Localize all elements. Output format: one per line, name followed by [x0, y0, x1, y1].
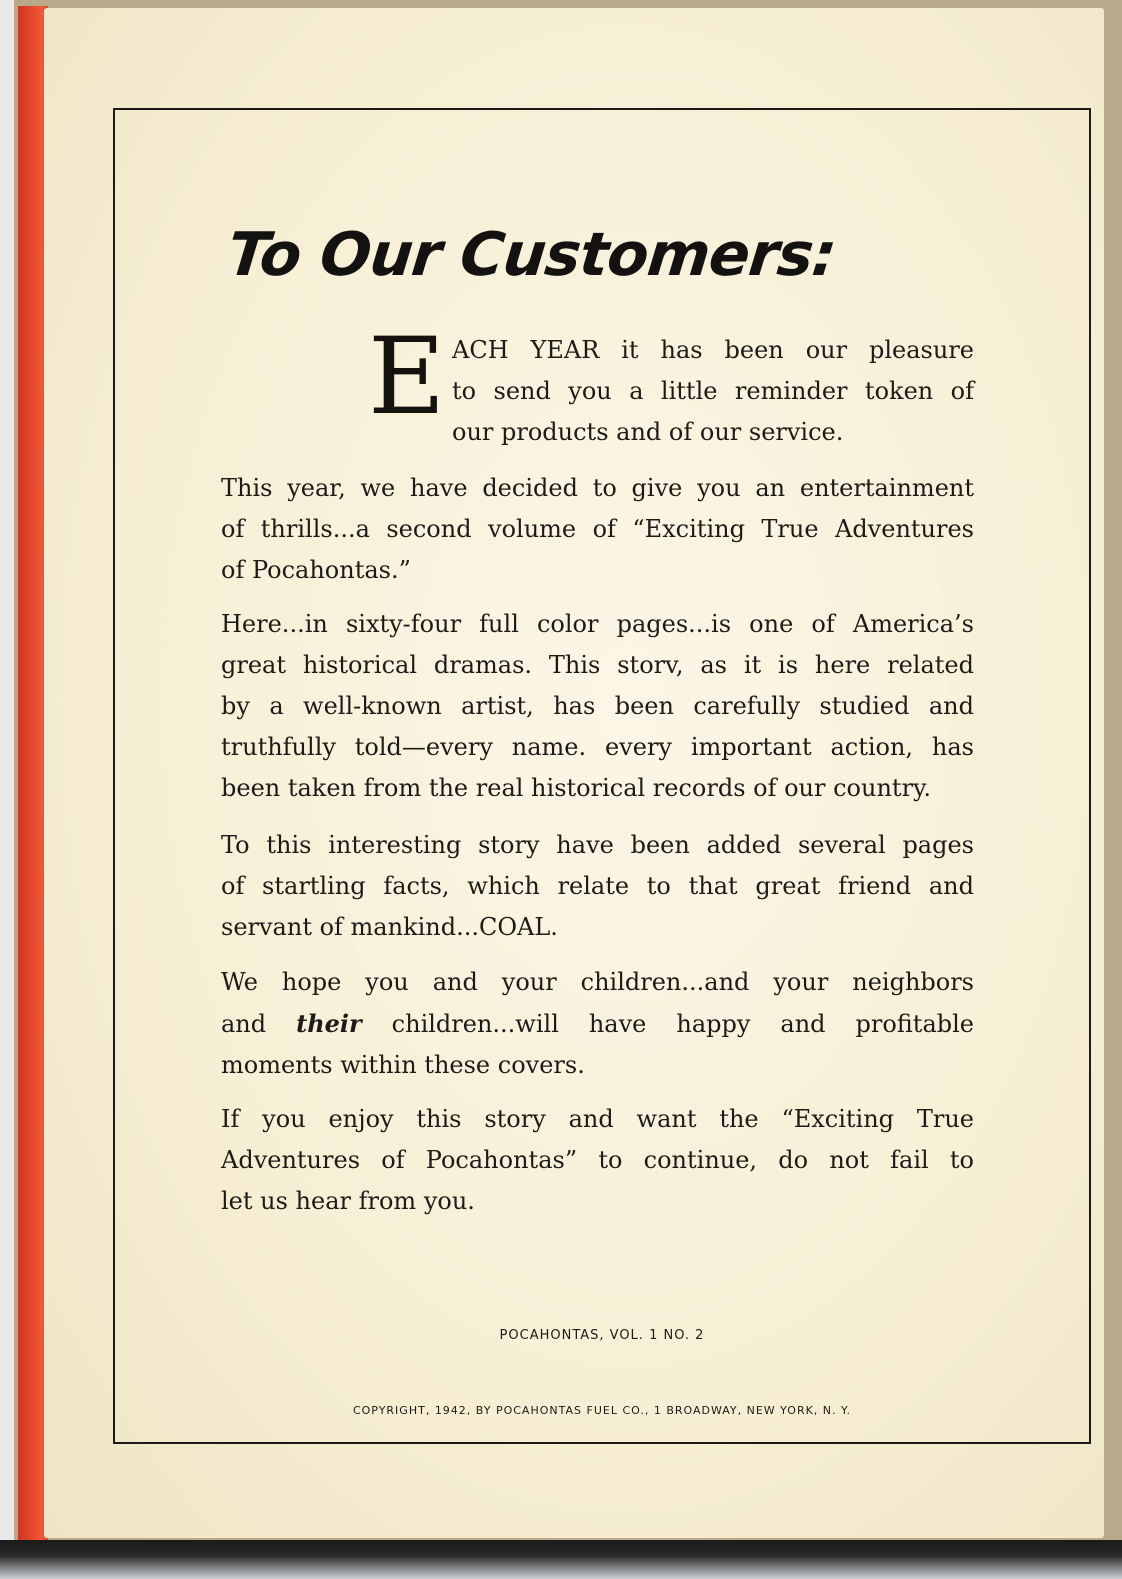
paragraph-line: been taken from the real historical records of our country. — [221, 774, 932, 802]
paragraph-coal — [221, 825, 974, 948]
paragraph-hope — [221, 962, 974, 1086]
paragraph-line: truthfully told—every name. every important action, has — [221, 733, 974, 761]
drop-cap: E — [368, 315, 446, 438]
paragraph-line: This year, we have decided to give you an entertainment — [221, 474, 974, 502]
paragraph-line: by a well-known artist, has been carefully studied and — [221, 692, 974, 720]
paragraph-line: To this interesting story have been added several pages — [221, 831, 974, 859]
bottom-shadow — [0, 1540, 1122, 1579]
paragraph-line: If you enjoy this story and want the “Exciting True — [221, 1105, 974, 1133]
paragraph-line: great historical dramas. This storv, as it is here related — [221, 651, 974, 679]
text-fragment: and — [221, 1010, 297, 1038]
paragraph-line: of Pocahontas.” — [221, 556, 411, 584]
paragraph-line: of startling facts, which relate to that great friend and — [221, 872, 974, 900]
intro-paragraph — [452, 330, 974, 453]
paragraph-line: moments within these covers. — [221, 1051, 585, 1079]
copyright-notice: COPYRIGHT, 1942, BY POCAHONTAS FUEL CO., 1 BROADWAY, NEW YORK, N. Y. — [352, 1404, 852, 1417]
intro-line: our products and of our service. — [452, 418, 844, 446]
text-fragment: children...will have happy and profitable — [361, 1010, 974, 1038]
paragraph-line: We hope you and your children...and your neighbors — [221, 968, 974, 996]
paragraph-line: Adventures of Pocahontas” to continue, do not fail to — [221, 1146, 974, 1174]
paragraph-line: servant of mankind...COAL. — [221, 913, 558, 941]
paragraph-closing — [221, 1099, 974, 1222]
intro-line: to send you a little reminder token of — [452, 377, 974, 405]
volume-label: POCAHONTAS, VOL. 1 NO. 2 — [499, 1328, 705, 1343]
heading: To Our Customers: — [224, 220, 840, 290]
italic-emphasis: their — [296, 1009, 362, 1038]
paragraph-line-with-italic — [221, 1003, 974, 1045]
paragraph-here — [221, 604, 974, 809]
paragraph-this-year — [221, 468, 974, 591]
paragraph-line: Here...in sixty-four full color pages...is one of America’s — [221, 610, 974, 638]
paragraph-line: of thrills...a second volume of “Exciting True Adventures — [221, 515, 974, 543]
intro-line: ACH YEAR it has been our pleasure — [452, 336, 974, 364]
paragraph-line: let us hear from you. — [221, 1187, 475, 1215]
